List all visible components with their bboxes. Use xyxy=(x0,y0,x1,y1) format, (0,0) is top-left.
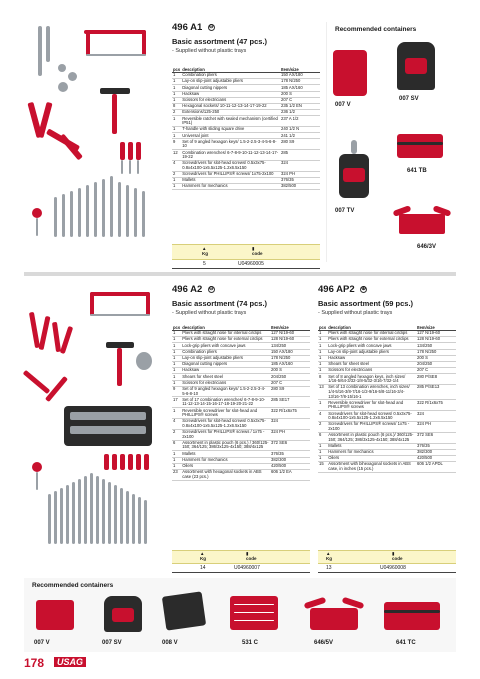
row-description: Hammers for mechanics xyxy=(181,184,280,190)
row-item-size: 372 SE6 xyxy=(416,432,456,443)
row-description: Combination pliers xyxy=(181,73,280,79)
kit-a1-photo xyxy=(24,22,159,252)
kit-a2-kg-label: Kg xyxy=(200,556,206,561)
row-item-size: 376/35 xyxy=(416,443,456,449)
row-description: Scissors for electricians xyxy=(327,368,416,374)
kit-a2-photo xyxy=(24,282,159,572)
table-row xyxy=(172,408,310,419)
container-007sv-label: 007 SV xyxy=(102,640,122,646)
row-pcs: 1 xyxy=(318,349,327,355)
table-row xyxy=(172,161,320,172)
row-pcs: 6 xyxy=(318,432,327,443)
row-pcs: 1 xyxy=(172,73,181,79)
container-008v-image xyxy=(162,591,206,630)
row-item-size: 128 N/19-60 xyxy=(270,337,310,343)
row-pcs: 8 xyxy=(318,374,327,385)
row-description: Mallets xyxy=(327,443,416,449)
row-description: Set of 17 combination wrenches/ 6-7-8-9-10-11-12-13-14-15-16-17-18-19-20-21-22 xyxy=(181,397,270,408)
row-item-size: 324 PH xyxy=(280,171,320,177)
container-008v-label: 008 V xyxy=(162,640,178,646)
weight-icon: ▲ xyxy=(326,551,331,556)
row-pcs: 4 xyxy=(172,161,181,172)
minus-circle-icon: ⊖ xyxy=(208,24,214,31)
row-pcs: 1 xyxy=(172,178,181,184)
row-item-size: 200 S xyxy=(280,91,320,97)
row-description: Hexagonal sockets/ 10-11-12-13-14-17-19-22 xyxy=(181,103,280,109)
oiler-image xyxy=(136,352,152,370)
row-description: Set of 9 angled hexagon keys/ 1.5-2-2.5-3-4-5-6-8-10 xyxy=(181,139,280,150)
row-pcs: 1 xyxy=(172,355,181,361)
row-description: Assortment in plastic pouch (6 pcs.) / 360/125-150; 364/125; 386/3x125-4x150; 388/4x125 xyxy=(182,439,269,450)
pliers-image xyxy=(29,312,40,348)
row-description: Oilers xyxy=(327,455,416,461)
row-pcs: 1 xyxy=(318,355,327,361)
container-6465v-image xyxy=(310,608,358,630)
row-item-size: 241 1/2 xyxy=(280,133,320,139)
row-item-size: 285 xyxy=(280,150,320,161)
row-description: Hacksaw xyxy=(181,91,280,97)
row-item-size: 322 R/1x6x75 xyxy=(270,408,310,419)
table-row xyxy=(318,462,456,473)
row-item-size: 420/500 xyxy=(270,463,310,469)
col-item-size: Item/size xyxy=(270,324,310,331)
row-description: Extensions/125-250 xyxy=(181,110,280,116)
kit-a1-order-code: U04960005 xyxy=(238,261,264,267)
row-item-size: 280 S9 xyxy=(270,386,310,397)
row-pcs: 1 xyxy=(318,455,327,461)
row-pcs: 9 xyxy=(172,386,181,397)
row-pcs: 9 xyxy=(172,139,181,150)
wrenches-image xyxy=(48,494,51,544)
row-pcs: 1 xyxy=(318,449,327,455)
table-row xyxy=(172,429,310,440)
row-description: Screwdrivers for PHILLIPS® screws / 1x75 - 2x100 xyxy=(181,429,270,440)
row-description: Reversible ratchet with sealed mechanism (certified IP51) xyxy=(181,116,280,127)
row-item-size: 178 N/250 xyxy=(280,79,320,85)
row-description: Lay-on slip-joint adjustable pliers xyxy=(327,349,416,355)
row-pcs: 1 xyxy=(172,463,181,469)
wrenches-image xyxy=(54,197,57,237)
kit-a1-heading xyxy=(172,22,322,54)
kit-a1-kg-row xyxy=(172,261,320,269)
kit-a2-table-wrap xyxy=(172,324,310,481)
row-description: Combination wrenches/ 6-7-8-9-10-11-12-13-14-17-19-22 xyxy=(182,149,279,160)
row-item-size: 185 AX/160 xyxy=(270,361,310,367)
row-pcs: 1 xyxy=(172,343,181,349)
row-item-size: 200 S xyxy=(416,355,456,361)
screwdrivers-image xyxy=(104,454,109,470)
row-item-size: 204/250 xyxy=(416,361,456,367)
kit-a2-note: - Supplied without plastic trays xyxy=(172,310,247,316)
barcode-icon: ▮ xyxy=(252,246,255,251)
col-description: description xyxy=(181,66,280,73)
scissors-image xyxy=(32,462,42,472)
kit-a2-kg-bar xyxy=(172,550,310,564)
row-pcs: 1 xyxy=(172,331,181,337)
row-item-size: 382/300 xyxy=(270,457,310,463)
col-description: description xyxy=(181,324,270,331)
container-531c-label: 531 C xyxy=(242,640,259,646)
row-description: Shears for sheet steel xyxy=(327,361,416,367)
brand-logo: USAG xyxy=(54,657,86,667)
row-pcs: 15 xyxy=(318,462,327,473)
row-item-size: 207 C xyxy=(416,368,456,374)
row-description: Hammers for mechanics xyxy=(181,457,270,463)
row-item-size: 237 A 1/2 xyxy=(280,116,320,127)
container-007tv-label: 007 TV xyxy=(335,208,355,214)
row-item-size: 207 C xyxy=(280,97,320,103)
row-pcs: 1 xyxy=(172,374,181,380)
kit-ap2-code: 496 AP2 xyxy=(318,284,355,295)
row-pcs: 1 xyxy=(172,184,181,190)
scissors-image xyxy=(32,208,42,218)
row-pcs: 1 xyxy=(172,97,181,103)
extension-bars-image xyxy=(38,26,42,76)
kit-a2-subtitle: Basic assortment (74 pcs.) xyxy=(172,299,268,308)
barcode-icon: ▮ xyxy=(246,551,249,556)
screwdrivers-image xyxy=(120,142,125,160)
kit-ap2-kg-value: 13 xyxy=(326,565,332,571)
kit-ap2-order-code: U04960008 xyxy=(380,565,406,571)
table-row xyxy=(318,432,456,443)
row-item-size: 236 1/2 xyxy=(280,110,320,116)
recommended-bottom-title: Recommended containers xyxy=(32,582,114,589)
row-description: Reversible screwdriver for slot-head and PHILLIPS® screws xyxy=(327,400,416,411)
row-pcs: 2 xyxy=(318,422,327,433)
row-description: Shears for sheet steel xyxy=(181,374,270,380)
table-row xyxy=(172,337,310,343)
row-description: Pliers with straight nose for internal circlips xyxy=(181,331,270,337)
container-007v-label: 007 V xyxy=(335,102,351,108)
row-item-size: 322 R/1x6x75 xyxy=(416,400,456,411)
container-6465v-label: 646/5V xyxy=(314,640,334,646)
row-description: Lock-grip pliers with concave jaws xyxy=(181,343,270,349)
col-pcs: pcs xyxy=(173,66,181,72)
row-item-size: 128 N/19-60 xyxy=(416,337,456,343)
row-pcs: 1 xyxy=(172,116,181,127)
container-007v-image xyxy=(36,600,74,630)
table-row xyxy=(318,337,456,343)
table-row xyxy=(172,150,320,161)
row-item-size: 606 1/2 EA xyxy=(270,469,310,480)
row-item-size: 376/35 xyxy=(280,178,320,184)
row-pcs: 1 xyxy=(172,368,181,374)
row-item-size: 376/35 xyxy=(270,451,310,457)
table-row xyxy=(318,400,456,411)
row-item-size: 280 S9 xyxy=(280,139,320,150)
container-641tb-label: 641 TB xyxy=(407,168,427,174)
minus-circle-icon: ⊖ xyxy=(208,286,214,293)
kit-a1-kg-value: 5 xyxy=(203,261,206,267)
table-row xyxy=(172,419,310,430)
table-row xyxy=(172,116,320,127)
sockets-image xyxy=(58,64,66,72)
row-item-size: 127 N/19-60 xyxy=(270,331,310,337)
container-007v-image xyxy=(333,50,367,96)
row-description: Assortment with bihexagonal sockets in ABS case, in inches (15 pcs.) xyxy=(327,462,416,473)
row-pcs: 1 xyxy=(318,368,327,374)
kit-ap2-table xyxy=(318,324,456,473)
row-pcs: 1 xyxy=(172,85,181,91)
row-description: Lock-grip pliers with concave jaws xyxy=(327,343,416,349)
kit-a1-table-wrap xyxy=(172,66,320,190)
row-item-size: 207 C xyxy=(270,380,310,386)
row-pcs: 4 xyxy=(318,411,327,422)
row-description: Scissors for electricians xyxy=(181,380,270,386)
row-description: Lay-on slip-joint adjustable pliers xyxy=(181,355,270,361)
table-row xyxy=(318,385,456,400)
row-item-size: 235 1/2 EN xyxy=(280,103,320,109)
row-description: Set of 8 angled hexagon keys, inch sizes/ 1/16-5/64-3/32-1/8-5/32-3/16-7/32-1/4 xyxy=(327,374,416,385)
kit-a1-code-label: code xyxy=(252,251,263,256)
row-description: Screwdrivers for slot-head screws/ 0.5x3x75-0.8x4x100-1x5.5x125-1.2x6.5x150 xyxy=(181,419,270,430)
row-item-size: 324 PH xyxy=(270,429,310,440)
row-item-size: 185 AX/160 xyxy=(280,85,320,91)
row-pcs: 2 xyxy=(172,110,181,116)
row-description: Mallets xyxy=(181,451,270,457)
kit-a2-kg-value: 14 xyxy=(200,565,206,571)
container-6463v-image xyxy=(399,214,445,234)
container-641tc-image xyxy=(384,602,440,630)
row-description: Universal joint xyxy=(181,133,280,139)
row-item-size: 178 N/250 xyxy=(270,355,310,361)
container-007v-label: 007 V xyxy=(34,640,50,646)
row-pcs: 1 xyxy=(318,337,327,343)
row-pcs: 17 xyxy=(172,397,181,408)
row-pcs: 12 xyxy=(172,150,181,161)
row-description: Assortment with hexagonal sockets in ABS case (23 pcs.) xyxy=(181,469,270,480)
kit-a2-code: 496 A2 xyxy=(172,284,203,295)
row-description: Combination pliers xyxy=(181,349,270,355)
plus-circle-icon: ⊕ xyxy=(361,286,367,293)
table-row xyxy=(318,422,456,433)
row-item-size: 420/500 xyxy=(416,455,456,461)
kit-a1-subtitle: Basic assortment (47 pcs.) xyxy=(172,37,268,46)
row-description: Set of 9 angled hexagon keys/ 1.5-2-2.5-3-4-5-6-8-10 xyxy=(181,386,270,397)
weight-icon: ▲ xyxy=(200,551,205,556)
row-pcs: 1 xyxy=(172,457,181,463)
table-row xyxy=(172,184,320,190)
row-item-size: 324 xyxy=(416,411,456,422)
row-pcs: 1 xyxy=(172,349,181,355)
row-description: Reversible screwdriver for slot-head and PHILLIPS® screws xyxy=(181,408,270,419)
section-divider xyxy=(24,272,456,276)
container-641tb-image xyxy=(397,134,443,158)
recommended-bottom-panel xyxy=(24,578,456,652)
weight-icon: ▲ xyxy=(202,246,207,251)
kit-ap2-kg-bar xyxy=(318,550,456,564)
recommended-top-title: Recommended containers xyxy=(335,26,417,33)
table-row xyxy=(318,374,456,385)
row-pcs: 6 xyxy=(172,440,181,451)
kit-a2-kg-row xyxy=(172,565,310,573)
row-item-size: 134/250 xyxy=(270,343,310,349)
kit-a1-kg-bar xyxy=(172,244,320,260)
kit-a1-rows xyxy=(172,73,320,190)
table-row xyxy=(172,469,310,480)
row-description: Screwdrivers for slot-head screws/ 0.5x3x75-0.8x4x100-1x5.5x125-1.2x6.5x150 xyxy=(181,161,280,172)
row-item-size: 127 N/19-60 xyxy=(416,331,456,337)
kit-ap2-kg-label: Kg xyxy=(326,556,332,561)
col-item-size: Item/size xyxy=(280,66,320,73)
row-description: Assortment in plastic pouch (6 pcs.)/ 360/125-150; 364/125; 386/3x125-4x150; 388/4x125 xyxy=(327,432,416,443)
row-pcs: 1 xyxy=(172,380,181,386)
row-description: Pliers with straight nose for external circlips xyxy=(327,337,416,343)
kit-ap2-subtitle: Basic assortment (59 pcs.) xyxy=(318,299,414,308)
row-description: Lay-on slip-joint adjustable pliers xyxy=(181,79,280,85)
row-pcs: 4 xyxy=(172,419,181,430)
row-pcs: 1 xyxy=(172,91,181,97)
kit-ap2-table-wrap xyxy=(318,324,456,473)
table-row xyxy=(318,411,456,422)
kit-ap2-rows xyxy=(318,331,456,473)
row-pcs: 1 xyxy=(172,127,181,133)
row-pcs: 1 xyxy=(318,400,327,411)
row-description: Diagonal cutting nippers xyxy=(181,85,280,91)
kit-ap2-heading xyxy=(318,284,458,316)
row-description: Screwdrivers for slot-head screws/ 0.5x3x75-0.8x4x100-1x5.5x125-1.2x6.5x150 xyxy=(327,411,416,422)
kit-a2-rows xyxy=(172,331,310,481)
row-description: Hacksaw xyxy=(181,368,270,374)
kit-ap2-code-label: code xyxy=(392,556,403,561)
row-item-size: 178 N/250 xyxy=(416,349,456,355)
kit-a2-table xyxy=(172,324,310,481)
row-pcs: 8 xyxy=(172,103,181,109)
row-description: Oilers xyxy=(181,463,270,469)
table-row xyxy=(172,139,320,150)
row-item-size: 204/250 xyxy=(270,374,310,380)
row-description: Hacksaw xyxy=(327,355,416,361)
table-row xyxy=(172,397,310,408)
row-item-size: 372 SE6 xyxy=(270,440,310,451)
table-row xyxy=(172,440,310,451)
kit-a1-code: 496 A1 xyxy=(172,22,203,33)
container-641tc-label: 641 TC xyxy=(396,640,416,646)
col-pcs: pcs xyxy=(173,324,181,330)
kit-ap2-kg-row xyxy=(318,565,456,573)
row-description: Pliers with straight nose for internal circlips xyxy=(327,331,416,337)
row-item-size: 280 P/SE8 xyxy=(416,374,456,385)
row-pcs: 1 xyxy=(318,361,327,367)
table-row xyxy=(172,386,310,397)
row-pcs: 13 xyxy=(318,385,327,400)
row-item-size: 150 AX/180 xyxy=(280,73,320,79)
row-item-size: 150 AX/180 xyxy=(270,349,310,355)
row-pcs: 1 xyxy=(172,79,181,85)
row-pcs: 2 xyxy=(172,429,181,440)
row-pcs: 1 xyxy=(318,443,327,449)
row-item-size: 324 PH xyxy=(416,422,456,433)
row-item-size: 606 1/2 APDL xyxy=(416,462,456,473)
container-531c-image xyxy=(230,596,278,630)
kit-a2-order-code: U04960007 xyxy=(234,565,260,571)
row-item-size: 200 S xyxy=(270,368,310,374)
row-pcs: 1 xyxy=(172,408,181,419)
row-description: Mallets xyxy=(181,178,280,184)
row-item-size: 324 xyxy=(270,419,310,430)
row-pcs: 1 xyxy=(318,343,327,349)
row-item-size: 382/500 xyxy=(280,184,320,190)
row-pcs: 1 xyxy=(172,133,181,139)
col-description: description xyxy=(327,324,416,331)
row-item-size: 285 P/SE13 xyxy=(416,385,456,400)
col-pcs: pcs xyxy=(319,324,327,330)
container-007sv-label: 007 SV xyxy=(399,96,419,102)
row-item-size: 285 SE17 xyxy=(270,397,310,408)
row-item-size: 324 xyxy=(280,161,320,172)
kit-a2-code-label: code xyxy=(246,556,257,561)
kit-a1-note: - Supplied without plastic trays xyxy=(172,48,247,54)
row-description: Set of 13 combination wrenches, inch sizes/ 1/4-5/16-3/8-7/16-1/2-9/16-5/8-11/16-3/4-13/16-7/8-15/16-1 xyxy=(327,385,416,400)
row-pcs: 1 xyxy=(172,337,181,343)
kit-a2-heading xyxy=(172,284,312,316)
row-description: T-handle with sliding square drive xyxy=(181,127,280,133)
row-description: Hammers for mechanics xyxy=(327,449,416,455)
row-pcs: 23 xyxy=(172,469,181,480)
row-pcs: 2 xyxy=(172,171,181,177)
row-description: Screwdrivers for PHILLIPS® screws/ 1x75 - 2x100 xyxy=(327,422,416,433)
row-item-size: 382/300 xyxy=(416,449,456,455)
row-description: Screwdrivers for PHILLIPS® screws/ 1x75-2x100 xyxy=(181,171,280,177)
barcode-icon: ▮ xyxy=(392,551,395,556)
row-pcs: 1 xyxy=(172,361,181,367)
row-pcs: 1 xyxy=(318,331,327,337)
kit-ap2-note: - Supplied without plastic trays xyxy=(318,310,393,316)
row-description: Pliers with straight nose for external circlips xyxy=(181,337,270,343)
recommended-top-panel xyxy=(326,22,456,262)
row-item-size: 240 1/2 N xyxy=(280,127,320,133)
row-item-size: 134/250 xyxy=(416,343,456,349)
hacksaw-image xyxy=(90,292,150,296)
col-item-size: Item/size xyxy=(416,324,456,331)
kit-a1-table xyxy=(172,66,320,190)
row-description: Diagonal cutting nippers xyxy=(181,361,270,367)
hacksaw-image xyxy=(84,30,146,34)
kit-a1-kg-label: Kg xyxy=(202,251,208,256)
page-number: 178 xyxy=(24,656,45,670)
row-pcs: 1 xyxy=(172,451,181,457)
container-6463v-label: 646/3V xyxy=(417,244,437,250)
row-description: Scissors for electricians xyxy=(181,97,280,103)
